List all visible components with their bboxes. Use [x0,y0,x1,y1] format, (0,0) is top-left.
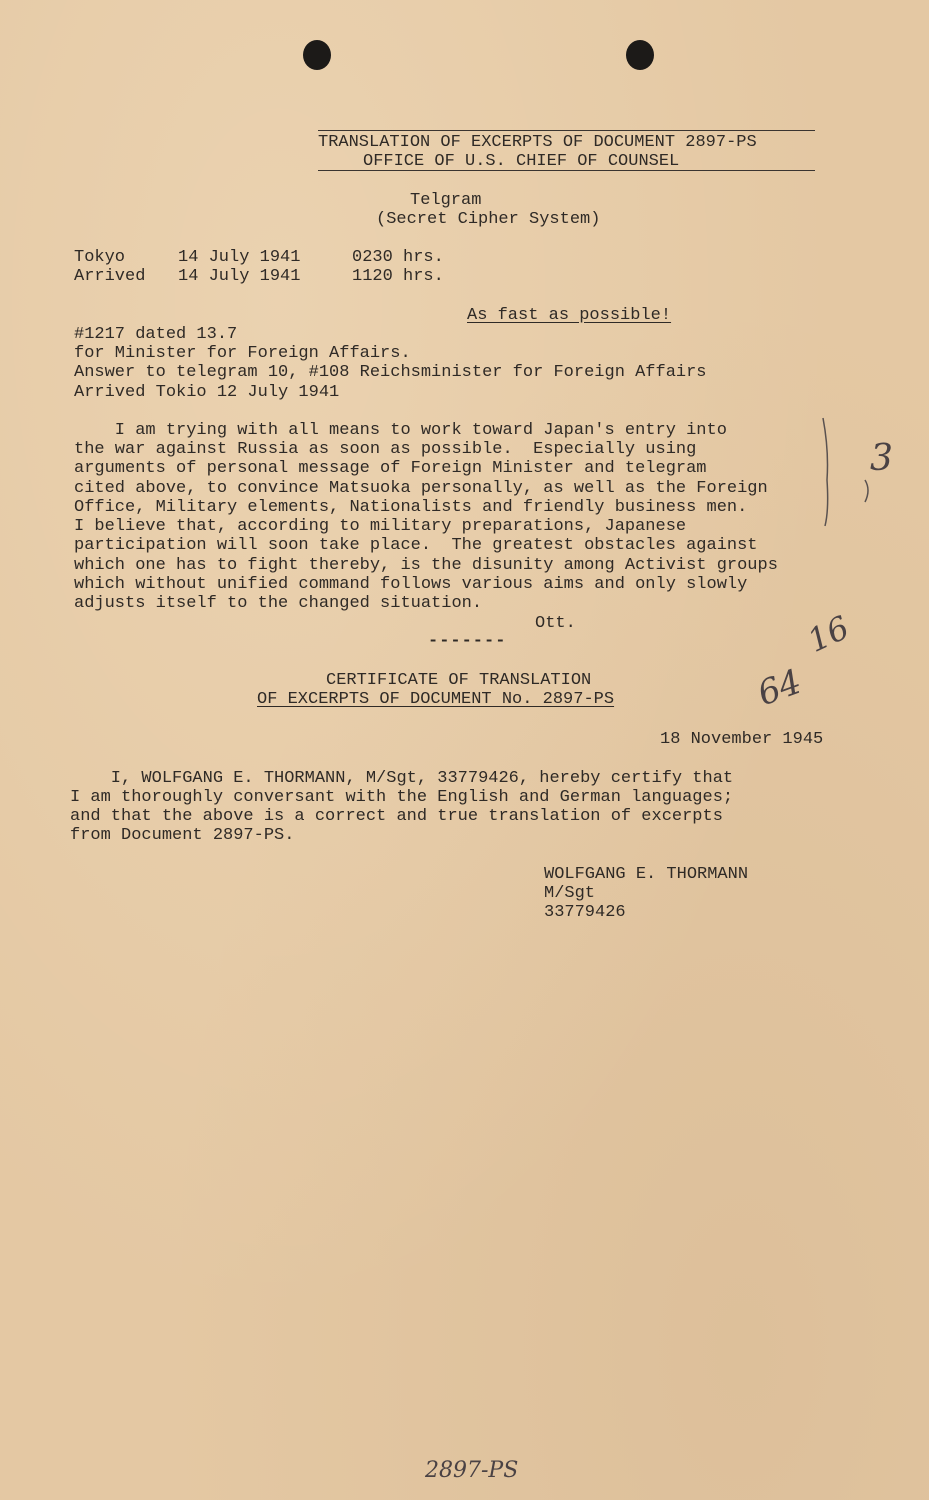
document-title: TRANSLATION OF EXCERPTS OF DOCUMENT 2897-PS [318,133,757,152]
dispatch-place: Tokyo [74,248,126,267]
dispatch-time: 0230 hrs. [352,248,444,267]
certificate-line: from Document 2897-PS. [70,826,295,845]
header-bottom-rule [318,170,815,171]
certificate-title: CERTIFICATE OF TRANSLATION [326,671,592,690]
certificate-line: and that the above is a correct and true translation of excerpts [70,807,723,826]
certificate-subtitle: OF EXCERPTS OF DOCUMENT No. 2897-PS [257,690,615,709]
body-line: which without unified command follows various aims and only slowly [74,575,748,594]
body-line: arguments of personal message of Foreign Minister and telegram [74,459,707,478]
body-line: I believe that, according to military preparations, Japanese [74,517,687,536]
body-line: the war against Russia as soon as possible. Especially using [74,440,697,459]
certificate-line: I, WOLFGANG E. THORMANN, M/Sgt, 33779426, hereby certify that [70,769,734,788]
body-line: Office, Military elements, Nationalists and friendly business men. [74,498,748,517]
reference-line: for Minister for Foreign Affairs. [74,344,411,363]
telegram-subtitle: (Secret Cipher System) [376,210,601,229]
handwritten-annotation: 16 [801,608,855,660]
handwritten-page-mark: 3 [870,438,893,479]
arrival-date: 14 July 1941 [178,267,301,286]
signer-serial: 33779426 [544,903,626,922]
signer-rank: M/Sgt [544,884,596,903]
certificate-date: 18 November 1945 [660,730,824,749]
body-line: participation will soon take place. The greatest obstacles against [74,536,758,555]
arrival-time: 1120 hrs. [352,267,444,286]
body-line: I am trying with all means to work toward Japan's entry into [74,421,727,440]
body-line: cited above, to convince Matsuoka personally, as well as the Foreign [74,479,768,498]
arrival-label: Arrived [74,267,146,286]
handwritten-footer-number: 2897-PS [425,1458,519,1483]
section-separator: ------- [428,632,507,651]
punch-hole-left [303,40,331,70]
sender-signature: Ott. [535,614,576,633]
signer-name: WOLFGANG E. THORMANN [544,865,749,884]
header-top-rule [318,130,815,131]
reference-line: Answer to telegram 10, #108 Reichsminister for Foreign Affairs [74,363,707,382]
document-subtitle: OFFICE OF U.S. CHIEF OF COUNSEL [363,152,680,171]
dispatch-date: 14 July 1941 [178,248,301,267]
reference-line: Arrived Tokio 12 July 1941 [74,383,340,402]
body-line: adjusts itself to the changed situation. [74,594,483,613]
punch-hole-right [626,40,654,70]
certificate-line: I am thoroughly conversant with the English and German languages; [70,788,734,807]
body-line: which one has to fight thereby, is the disunity among Activist groups [74,556,778,575]
reference-line: #1217 dated 13.7 [74,325,238,344]
urgency-note: As fast as possible! [467,306,672,325]
handwritten-annotation: 64 [752,661,807,715]
telegram-title: Telgram [410,191,482,210]
